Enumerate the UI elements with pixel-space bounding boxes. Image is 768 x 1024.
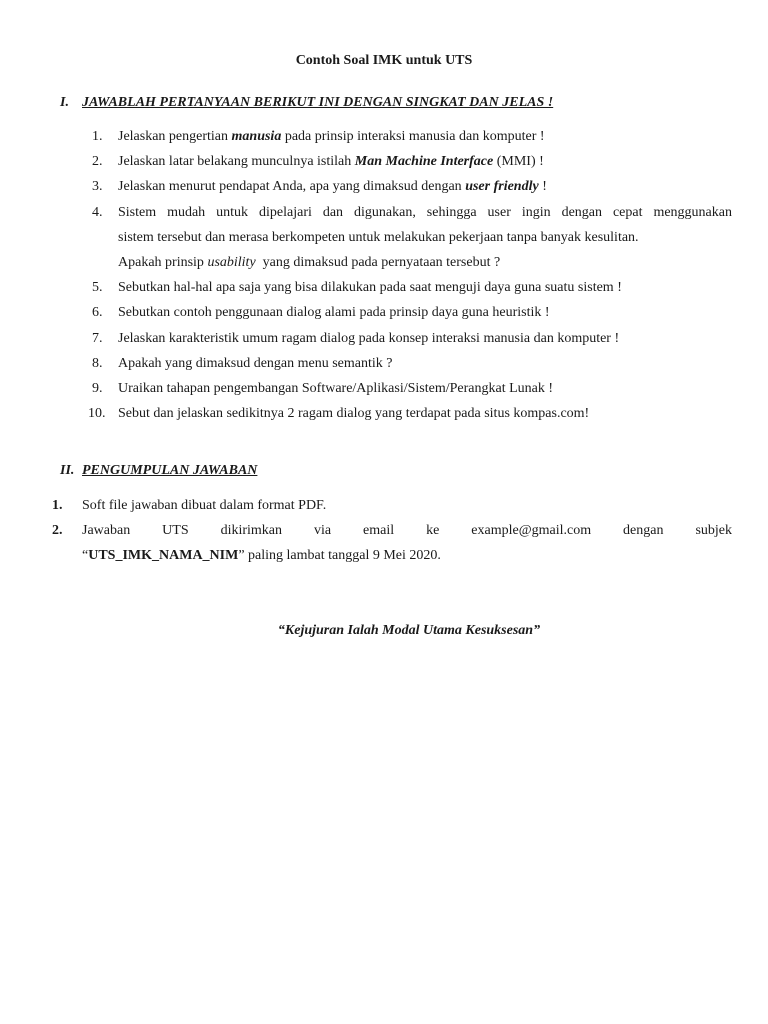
- question-emphasis: usability: [207, 255, 256, 271]
- question-text-line: sistem tersebut dan merasa berkompeten untuk melakukan pekerjaan tanpa banyak kesulitan.: [118, 229, 639, 245]
- question-item: [88, 401, 732, 426]
- section-1-number: I.: [60, 95, 69, 110]
- question-text: Sebut dan jelaskan sedikitnya 2 ragam dialog yang terdapat pada situs kompas.com!: [118, 406, 590, 422]
- question-number: 10.: [88, 406, 106, 422]
- question-text: Apakah yang dimaksud dengan menu semantik ?: [118, 355, 393, 371]
- question-item: [92, 124, 732, 149]
- question-number: 6.: [92, 305, 103, 321]
- question-text: Jelaskan pengertian: [118, 129, 232, 144]
- section-2-title: PENGUMPULAN JAWABAN: [82, 463, 258, 478]
- question-item: [92, 149, 732, 174]
- question-item: [92, 326, 732, 351]
- question-text: Sebutkan contoh penggunaan dialog alami pada prinsip daya guna heuristik !: [118, 305, 550, 321]
- question-number: 2.: [92, 154, 103, 170]
- submission-list: [52, 493, 732, 569]
- question-number: 4.: [92, 204, 103, 220]
- question-text-line: Sistem mudah untuk dipelajari dan digunakan, sehingga user ingin dengan cepat menggunakan: [118, 204, 732, 220]
- question-text: pada prinsip interaksi manusia dan komputer !: [281, 129, 545, 144]
- section-2-heading: [60, 462, 257, 480]
- question-text: Apakah prinsip: [118, 255, 208, 271]
- question-emphasis: user friendly: [465, 179, 539, 195]
- question-item: [92, 351, 732, 376]
- question-item: [92, 174, 732, 199]
- question-emphasis: Man Machine Interface: [354, 154, 494, 170]
- question-item: [92, 200, 732, 276]
- question-text: Uraikan tahapan pengembangan Software/Aplikasi/Sistem/Perangkat Lunak !: [118, 381, 554, 397]
- question-number: 3.: [92, 179, 103, 195]
- question-text: !: [538, 179, 547, 195]
- question-list: [88, 124, 732, 426]
- question-number: 5.: [92, 280, 103, 296]
- question-text: Jelaskan menurut pendapat Anda, apa yang dimaksud dengan: [118, 179, 466, 195]
- question-text: yang dimaksud pada pernyataan tersebut ?: [255, 255, 501, 271]
- question-number: 1.: [92, 129, 103, 144]
- submission-item: [52, 518, 732, 568]
- closing-quote: “Kejujuran Ialah Modal Utama Kesuksesan”: [277, 623, 541, 638]
- submission-item: [52, 493, 732, 518]
- question-item: [92, 275, 732, 300]
- email-subject: UTS_IMK_NAMA_NIM: [88, 548, 239, 564]
- question-text: (MMI) !: [493, 154, 544, 170]
- question-item: [92, 300, 732, 325]
- submission-text-line: Jawaban UTS dikirimkan via email ke example@gmail.com dengan subjek: [82, 523, 732, 539]
- submission-text: ” paling lambat tanggal 9 Mei 2020.: [238, 548, 441, 564]
- question-text: Jelaskan latar belakang munculnya istilah: [118, 154, 355, 170]
- section-1-title: JAWABLAH PERTANYAAN BERIKUT INI DENGAN SINGKAT DAN JELAS !: [82, 95, 554, 110]
- quote-mark: “: [82, 548, 89, 564]
- question-item: [92, 376, 732, 401]
- document-title: Contoh Soal IMK untuk UTS: [295, 53, 473, 68]
- submission-number: 1.: [52, 498, 63, 513]
- question-text: Sebutkan hal-hal apa saja yang bisa dilakukan pada saat menguji daya guna suatu sistem !: [118, 280, 622, 296]
- section-1-heading: [60, 94, 553, 112]
- question-text-line: [118, 250, 732, 275]
- question-number: 9.: [92, 381, 103, 397]
- question-emphasis: manusia: [231, 129, 282, 144]
- submission-number: 2.: [52, 523, 63, 539]
- submission-text: Soft file jawaban dibuat dalam format PDF.: [82, 498, 327, 513]
- question-text: Jelaskan karakteristik umum ragam dialog pada konsep interaksi manusia dan komputer !: [118, 330, 620, 346]
- section-2-number: II.: [60, 463, 75, 478]
- question-number: 7.: [92, 330, 103, 346]
- submission-text-line: [82, 543, 732, 568]
- question-number: 8.: [92, 355, 103, 371]
